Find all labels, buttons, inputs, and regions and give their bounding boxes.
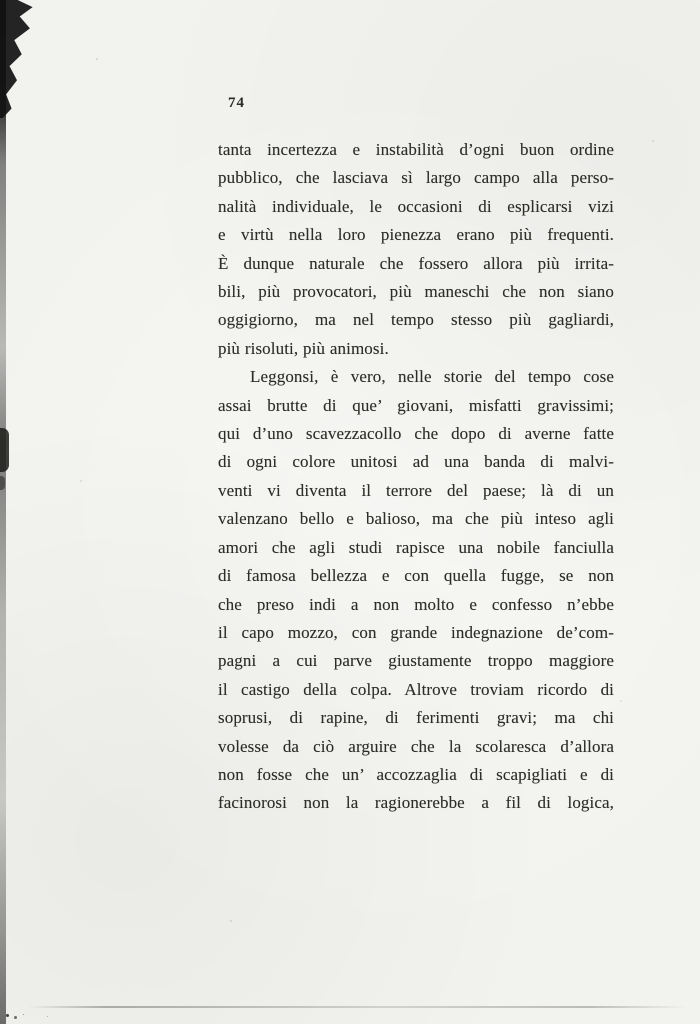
text-line: valenzano bello e balioso, ma che più inteso agli — [218, 509, 614, 529]
text-line: volesse da ciò arguire che la scolaresca d’allora — [218, 736, 614, 756]
text-line: È dunque naturale che fossero allora più irrita- — [218, 253, 614, 273]
text-line: tanta incertezza e instabilità d’ogni buon ordine — [218, 140, 614, 159]
scan-bottom-dots-artifact — [6, 1014, 9, 1017]
page-number: 74 — [228, 95, 245, 111]
text-line: oggigiorno, ma nel tempo stesso più gagliardi, — [218, 310, 614, 330]
text-line: soprusi, di rapine, di ferimenti gravi; ma chi — [218, 708, 614, 728]
scan-corner-artifact — [0, 0, 34, 118]
scan-edge-notch-small — [0, 476, 5, 490]
scan-speckle-noise — [0, 0, 2, 2]
text-line: di famosa bellezza e con quella fugge, se non — [218, 566, 614, 586]
text-line: il castigo della colpa. Altrove troviam ricordo di — [218, 679, 614, 699]
scan-bottom-line-artifact — [28, 1006, 688, 1008]
text-line: il capo mozzo, con grande indegnazione de’com- — [218, 622, 614, 642]
text-line: bili, più provocatori, più maneschi che non siano — [218, 282, 614, 302]
scan-binding-edge — [0, 0, 6, 1024]
text-line: assai brutte di que’ giovani, misfatti gravissimi; — [218, 395, 614, 415]
text-line: non fosse che un’ accozzaglia di scapigliati e di — [218, 764, 614, 784]
text-line: facinorosi non la ragionerebbe a fil di logica, — [218, 793, 614, 813]
text-line: di ogni colore unitosi ad una banda di malvi- — [218, 452, 614, 472]
text-line: più risoluti, più animosi. — [218, 338, 389, 358]
text-line: nalità individuale, le occasioni di esplicarsi vizi — [218, 196, 614, 216]
text-line: che preso indi a non molto e confesso n’ebbe — [218, 594, 614, 614]
text-line: qui d’uno scavezzacollo che dopo di averne fatte — [218, 424, 614, 444]
text-line: pagni a cui parve giustamente troppo maggiore — [218, 651, 614, 671]
text-line: venti vi diventa il terrore del paese; là di un — [218, 480, 614, 500]
scan-edge-notch — [0, 428, 9, 472]
text-block — [218, 136, 614, 818]
text-line: e virtù nella loro pienezza erano più frequenti. — [218, 225, 614, 245]
text-line: amori che agli studi rapisce una nobile fanciulla — [218, 537, 614, 557]
text-line: pubblico, che lasciava sì largo campo alla perso- — [218, 168, 614, 188]
text-line: Leggonsi, è vero, nelle storie del tempo cose — [250, 367, 614, 387]
